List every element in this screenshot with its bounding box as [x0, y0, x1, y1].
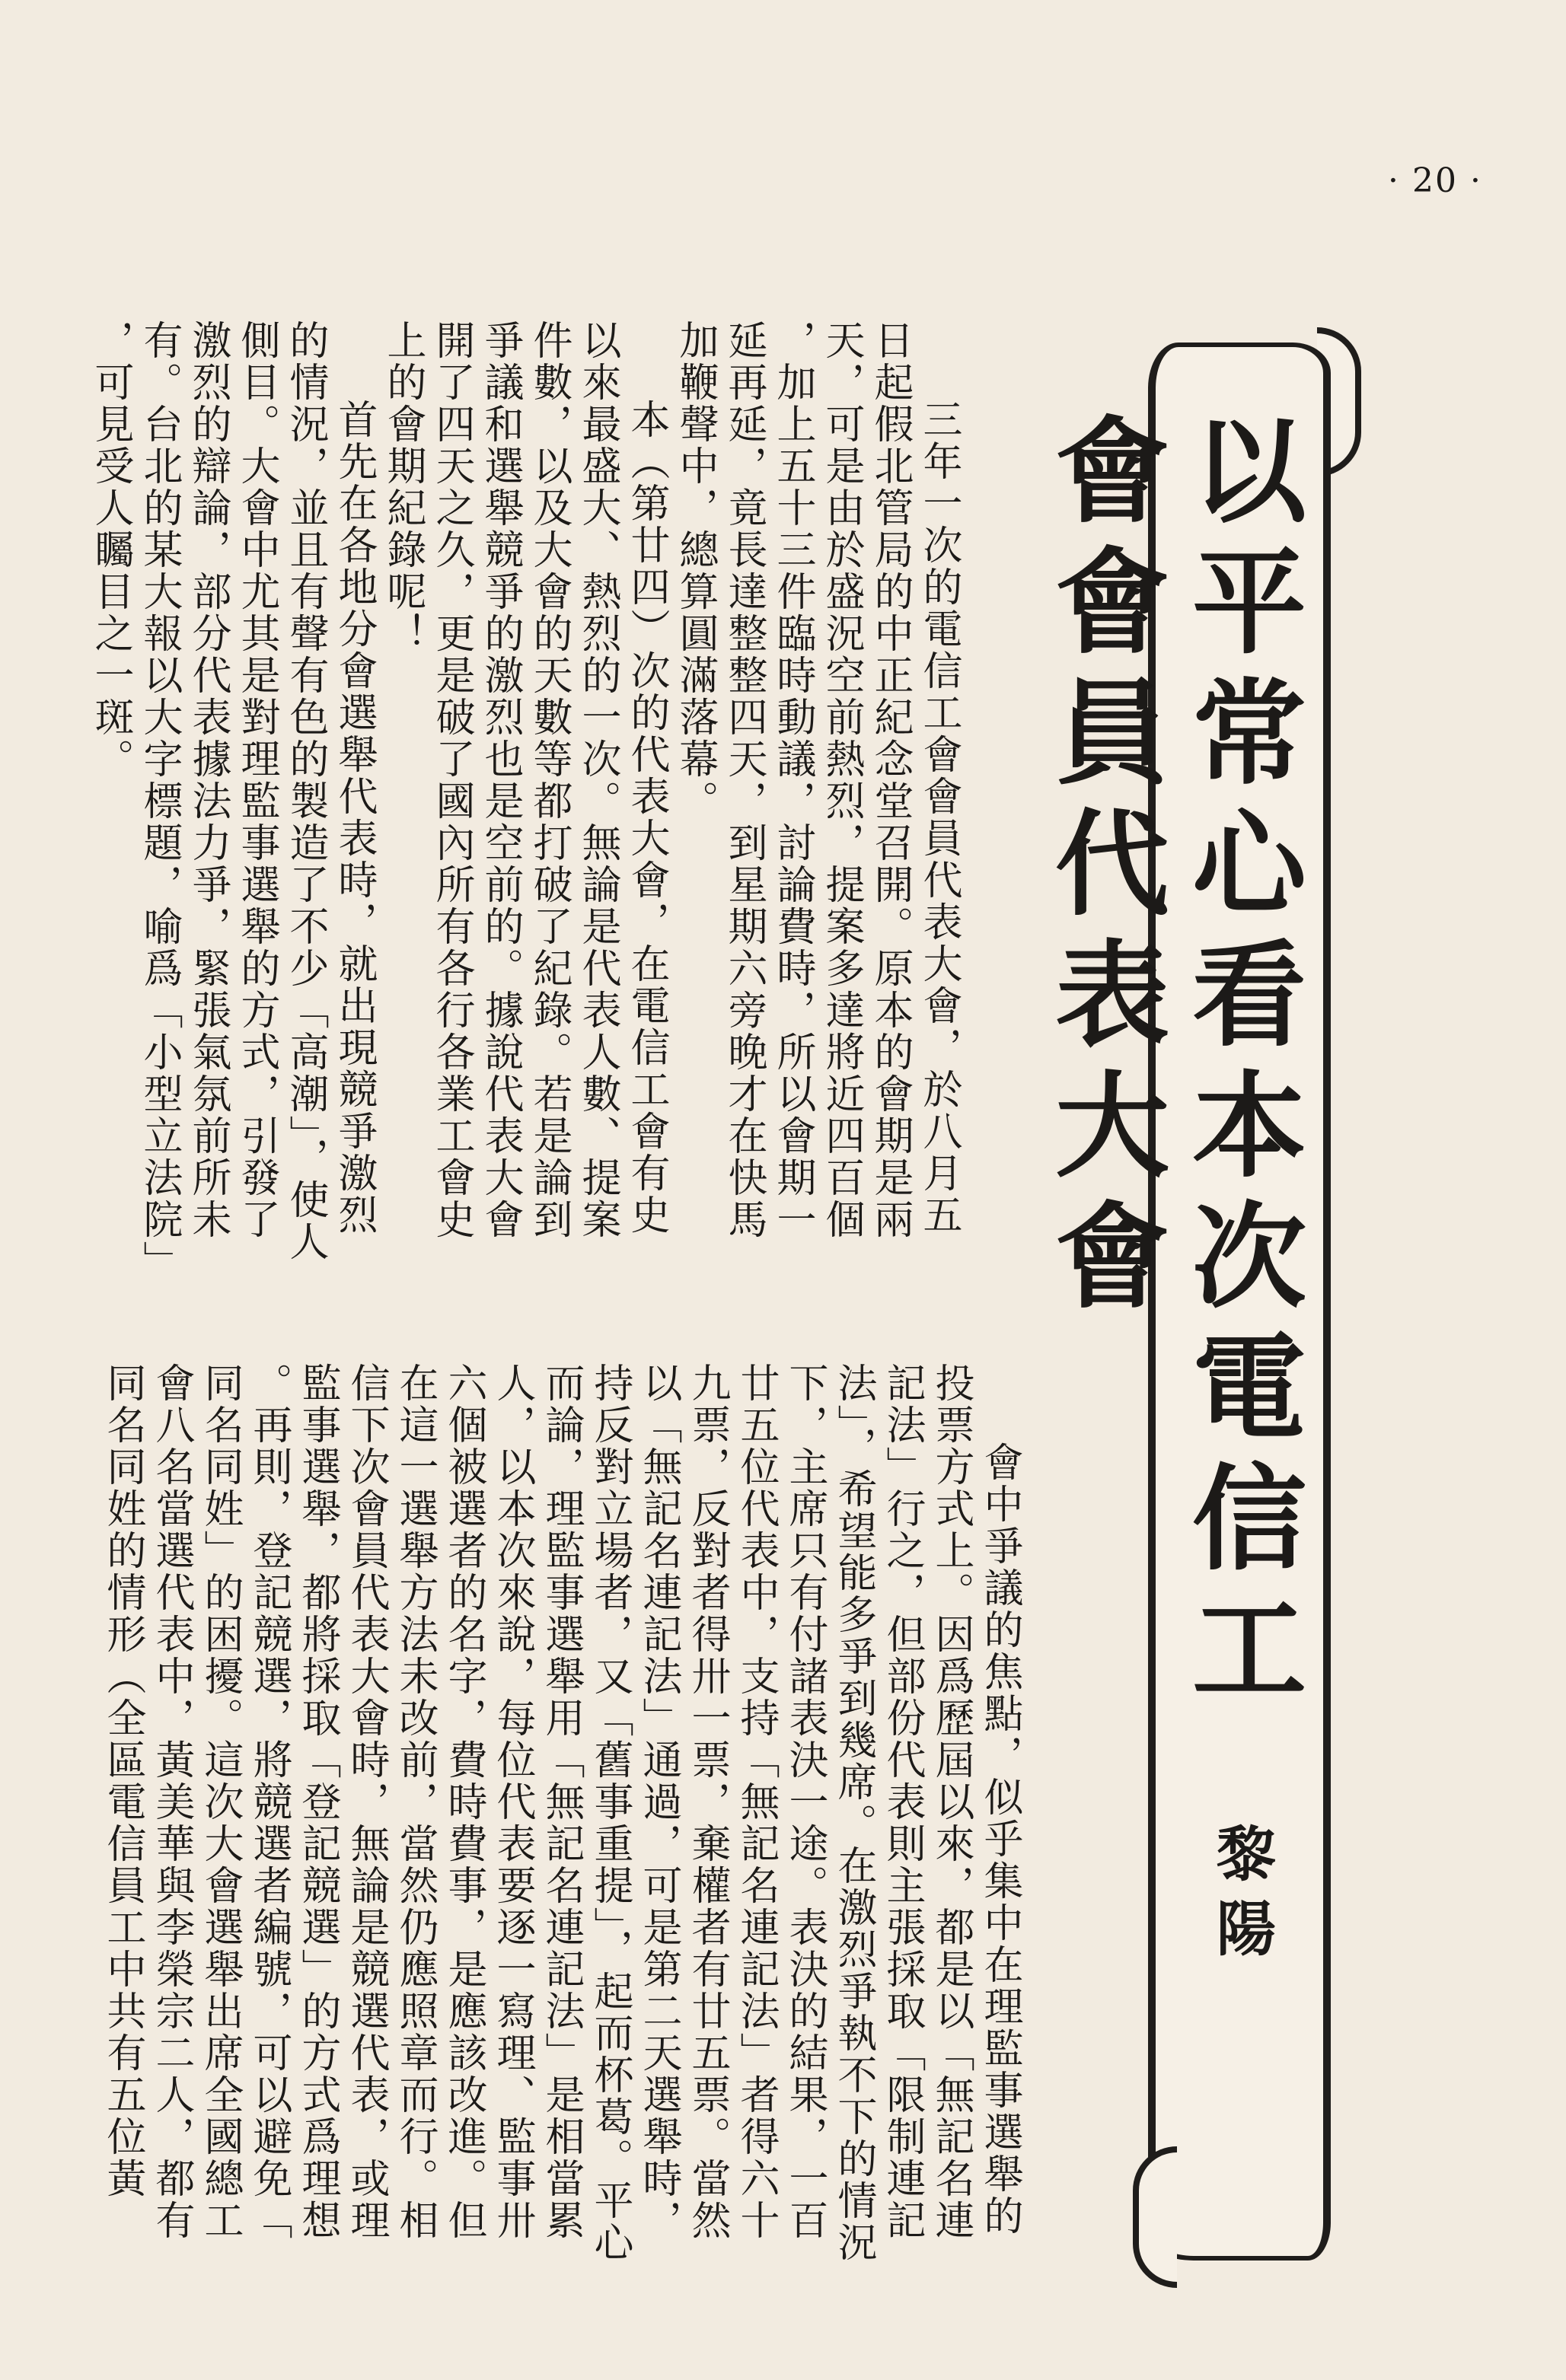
- paragraph: 會中爭議的焦點，似乎集中在理監事選舉的投票方式上。因爲歷屆以來，都是以「無記名連記法」行之，但部份代表則主張採取「限制連記法」，希望能多爭到幾席。在激烈爭執不下的情況下，主席只有付諸表決一途。表決的結果，一百廿五位代表中，支持「無記名連記法」者得六十九票，反對者得卅一票，棄權者有廿五票。當然以「無記名連記法」通過，可是第二天選舉時，持反對立場者，又「舊事重提」，起而杯葛。平心而論，理監事選舉用「無記名連記法」是相當累人，以本次來說，每位代表要逐一寫理、監事卅六個被選者的名字，費時費事，是應該改進。但在這一選舉方法未改前，當然仍應照章而行。相信下次會員代表大會時，無論是競選代表，或理監事選舉，都將採取「登記競選」的方式爲理想。再則，登記競選，將競選者編號，可以避免「同名同姓」的困擾。這次大會選舉出席全國總工會八名當選代表中，黃美華與李榮宗二人，都有同名同姓的情形（全區電信員工中共有五位黃: [100, 1362, 1022, 2264]
- upper-text-block: [80, 320, 963, 1263]
- lower-text-block: [80, 1362, 1024, 2268]
- article-author: 黎陽: [1207, 1823, 1276, 1972]
- article-title: 以平常心看本次電信工會會員代表大會: [1035, 411, 1306, 1720]
- title-banner-scroll-bottom: [1133, 2146, 1177, 2288]
- paragraph: 首先在各地分會選舉代表時，就出現競爭激烈的情況，並且有聲有色的製造了不少「高潮」，使人側目。大會中尤其是對理監事選舉的方式，引發了激烈的辯論，部分代表據法力爭，緊張氣氛前所未有。台北的某大報以大字標題，喻爲「小型立法院」，可見受人矚目之一斑。: [88, 320, 377, 1263]
- paragraph: 本（第廿四）次的代表大會，在電信工會有史以來最盛大、熱烈的一次。無論是代表人數、提案件數，以及大會的天數等都打破了紀錄。若是論到爭議和選舉競爭的激烈也是空前的。據說代表大會開了四天之久，更是破了國內所有各行各業工會史上的會期紀錄呢！: [380, 320, 669, 1241]
- page-number: · 20 ·: [1388, 161, 1482, 200]
- paragraph: 三年一次的電信工會會員代表大會，於八月五日起假北管局的中正紀念堂召開。原本的會期是兩天，可是由於盛況空前熱烈，提案多達將近四百個，加上五十三件臨時動議，討論費時，所以會期一延再延，竟長達整整四天，到星期六旁晚才在快馬加鞭聲中，總算圓滿落幕。: [672, 320, 962, 1241]
